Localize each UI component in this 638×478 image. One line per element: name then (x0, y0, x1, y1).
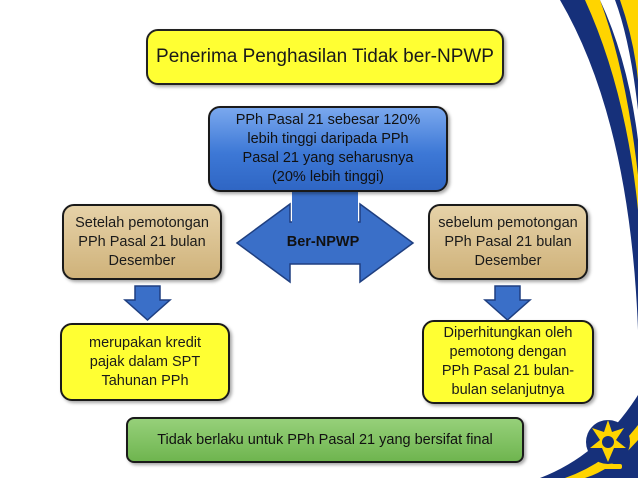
right-condition-line-1: sebelum pemotongan (438, 214, 578, 231)
emblem-logo-icon (584, 412, 632, 472)
right-condition-line-3: Desember (474, 252, 542, 269)
bottom-note-box (126, 417, 524, 463)
right-result-line-1: Diperhitungkan oleh (443, 325, 573, 341)
left-condition-box (62, 204, 222, 280)
bottom-note-text: Tidak berlaku untuk PPh Pasal 21 yang bersifat final (157, 432, 493, 448)
right-result-box (422, 320, 594, 404)
left-result-line-1: merupakan kredit (88, 334, 202, 351)
tariff-line-2: lebih tinggi daripada PPh (247, 131, 409, 147)
left-condition-line-2: PPh Pasal 21 bulan (78, 233, 206, 250)
right-result-line-3: PPh Pasal 21 bulan- (441, 363, 575, 379)
slide-title-text: Penerima Penghasilan Tidak ber-NPWP (156, 46, 494, 67)
slide-title (146, 29, 504, 85)
left-condition-line-1: Setelah pemotongan (75, 214, 209, 231)
tariff-line-3: Pasal 21 yang seharusnya (242, 150, 414, 166)
down-arrow-right (485, 286, 530, 320)
center-label: Ber-NPWP (286, 234, 360, 250)
right-result-line-2: pemotong dengan (449, 344, 567, 360)
right-result-line-4: bulan selanjutnya (451, 382, 565, 398)
tariff-box (208, 106, 448, 192)
left-result-line-3: Tahunan PPh (101, 372, 189, 389)
tariff-line-1: PPh Pasal 21 sebesar 120% (235, 112, 421, 128)
connector-stem (292, 190, 358, 224)
down-arrow-left (125, 286, 170, 320)
right-condition-box (428, 204, 588, 280)
right-condition-line-2: PPh Pasal 21 bulan (444, 233, 572, 250)
left-result-box (60, 323, 230, 401)
left-condition-line-3: Desember (108, 252, 176, 269)
left-result-line-2: pajak dalam SPT (89, 353, 201, 370)
tariff-line-4: (20% lebih tinggi) (271, 169, 385, 185)
